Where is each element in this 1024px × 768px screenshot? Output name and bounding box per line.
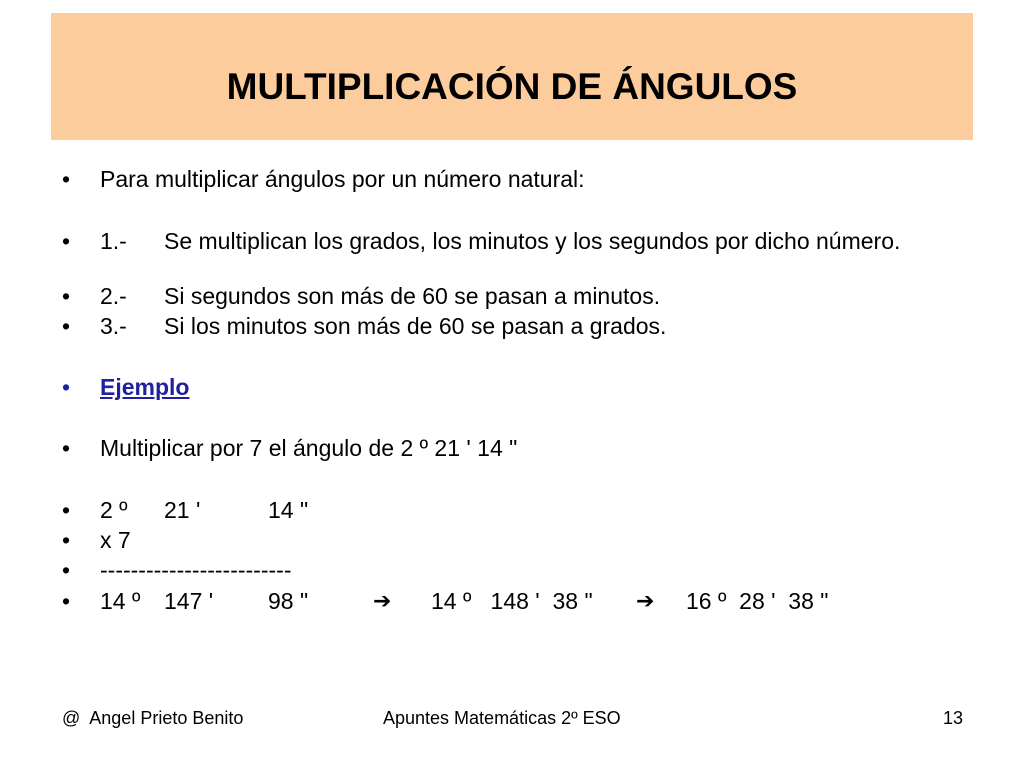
bullet-dot: • xyxy=(62,588,71,614)
bullet-dot: • xyxy=(62,313,71,339)
right-arrow-icon: ➔ xyxy=(636,588,655,613)
result-seconds: 98 " xyxy=(268,588,309,614)
step-2 xyxy=(100,283,660,309)
bullet-dot: • xyxy=(62,435,71,461)
example-link[interactable]: Ejemplo xyxy=(100,374,190,400)
footer-author: @ Angel Prieto Benito xyxy=(62,708,244,728)
bullet-dot: • xyxy=(62,228,71,254)
right-arrow-icon: ➔ xyxy=(373,588,392,613)
slide-title: MULTIPLICACIÓN DE ÁNGULOS xyxy=(226,66,798,107)
step-number: 2.- xyxy=(100,283,127,309)
separator-line: ------------------------- xyxy=(100,557,292,583)
example-statement: Multiplicar por 7 el ángulo de 2 º 21 ' 14 " xyxy=(100,435,518,461)
bullet-dot: • xyxy=(62,374,71,400)
step-1 xyxy=(100,228,920,254)
bullet-dot: • xyxy=(62,527,71,553)
step-number: 3.- xyxy=(100,313,127,339)
bullet-dot: • xyxy=(62,497,71,523)
result-step-2: 16 º 28 ' 38 " xyxy=(686,588,829,614)
bullet-dot: • xyxy=(62,557,71,583)
step-text: Si los minutos son más de 60 se pasan a grados. xyxy=(164,313,667,339)
step-text: Si segundos son más de 60 se pasan a minutos. xyxy=(164,283,661,309)
step-text: Se multiplican los grados, los minutos y los segundos por dicho número. xyxy=(164,228,901,254)
bullet-dot: • xyxy=(62,283,71,309)
step-number: 1.- xyxy=(100,228,127,254)
footer-course: Apuntes Matemáticas 2º ESO xyxy=(383,708,621,728)
step-3 xyxy=(100,313,666,339)
result-step-1: 14 º 148 ' 38 " xyxy=(431,588,593,614)
result-minutes: 147 ' xyxy=(164,588,214,614)
intro-text: Para multiplicar ángulos por un número natural: xyxy=(100,166,585,192)
operand-minutes: 21 ' xyxy=(164,497,201,523)
multiplier: x 7 xyxy=(100,527,131,553)
bullet-dot: • xyxy=(62,166,71,192)
operand-seconds: 14 " xyxy=(268,497,309,523)
title-bar xyxy=(51,13,973,140)
footer-page-number: 13 xyxy=(943,708,964,728)
operand-degrees: 2 º xyxy=(100,497,128,523)
result-degrees: 14 º xyxy=(100,588,141,614)
